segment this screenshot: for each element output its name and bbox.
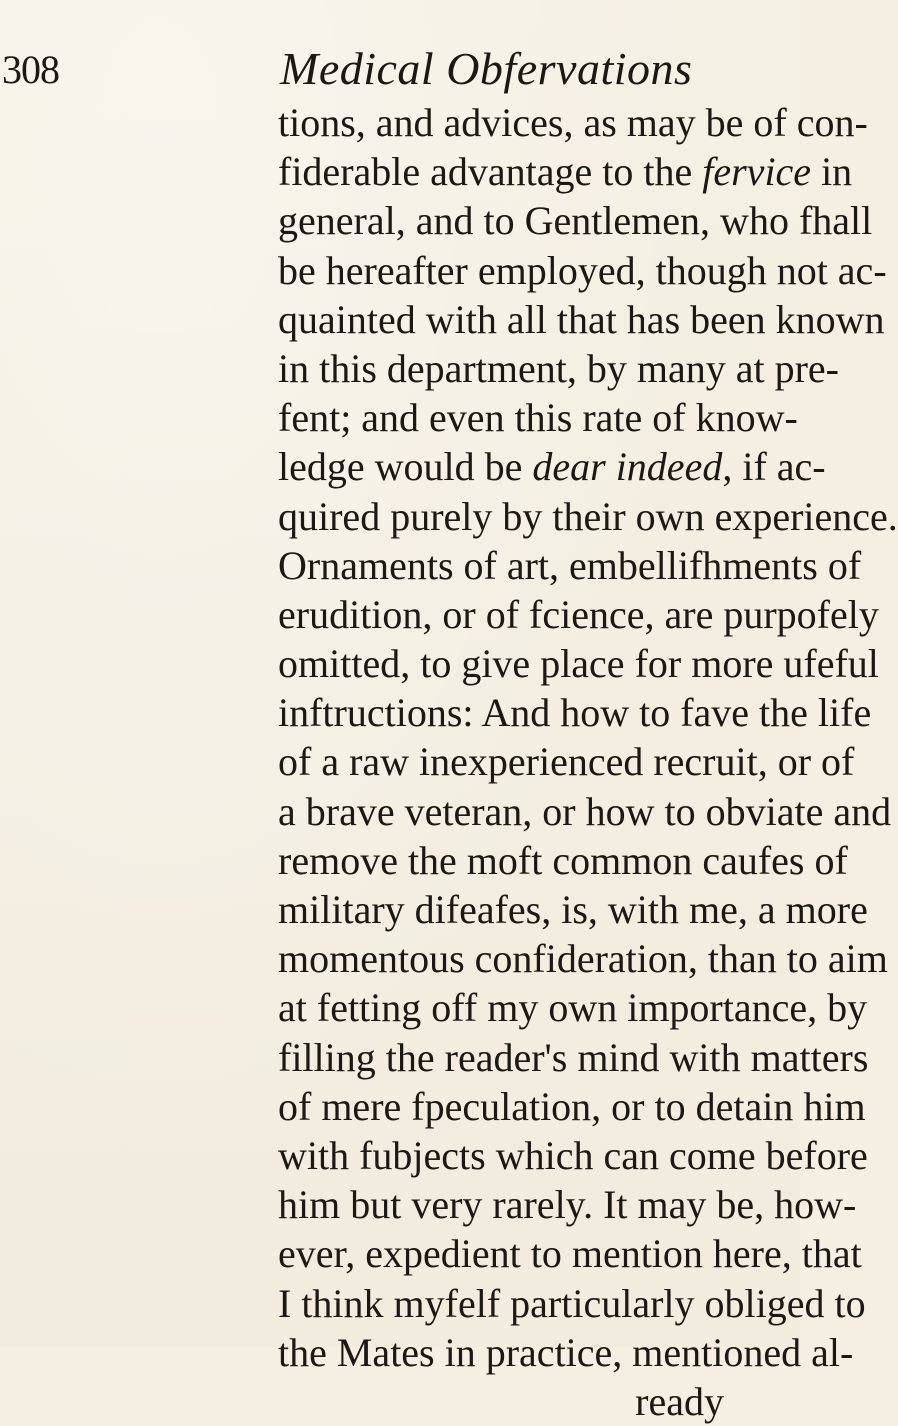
text-line: fiderable advantage to the fervice in xyxy=(278,149,853,195)
running-title: Medical Obfervations xyxy=(280,43,693,94)
text-line: military difeafes, is, with me, a more xyxy=(278,887,868,932)
text-line: the Mates in practice, mentioned al- xyxy=(278,1329,854,1375)
text-line: general, and to Gentlemen, who fhall xyxy=(278,198,873,244)
text-line: be hereafter employed, though not ac- xyxy=(278,247,887,293)
text-line: ever, expedient to mention here, that xyxy=(278,1231,862,1277)
text-line: tions, and advices, as may be of con- xyxy=(278,100,868,145)
text-line: erudition, or of fcience, are purpofely xyxy=(278,591,879,637)
catchword: ready xyxy=(635,1378,724,1424)
italic-phrase: fervice xyxy=(702,149,812,195)
text-line: quired purely by their own experience. xyxy=(278,493,898,539)
text-line: I think myfelf particularly obliged to xyxy=(278,1280,866,1326)
text-line: filling the reader's mind with matters xyxy=(278,1034,869,1080)
text-line: ledge would be dear indeed, if ac- xyxy=(278,444,826,490)
text-line: inftructions: And how to fave the life xyxy=(278,690,872,736)
text-line: momentous confideration, than to aim xyxy=(278,936,888,982)
text-line: of a raw inexperienced recruit, or of xyxy=(278,739,855,785)
text-line: of mere fpeculation, or to detain him xyxy=(278,1083,866,1129)
text-line: omitted, to give place for more ufeful xyxy=(278,641,879,687)
page-number: 308 xyxy=(2,47,59,92)
running-head xyxy=(0,28,800,94)
text-line: with fubjects which can come before xyxy=(278,1132,868,1178)
text-line: a brave veteran, or how to obviate and xyxy=(278,788,892,834)
italic-phrase: dear indeed xyxy=(532,444,723,490)
text-line: Ornaments of art, embellifhments of xyxy=(278,542,862,588)
text-line: fent; and even this rate of know- xyxy=(278,395,798,441)
text-line: remove the moft common caufes of xyxy=(278,837,848,883)
text-line: at fetting off my own importance, by xyxy=(278,985,868,1031)
text-line: him but very rarely. It may be, how- xyxy=(278,1182,857,1228)
text-line: quainted with all that has been known xyxy=(278,296,885,342)
text-line: in this department, by many at pre- xyxy=(278,345,839,391)
body-text xyxy=(278,98,898,1426)
